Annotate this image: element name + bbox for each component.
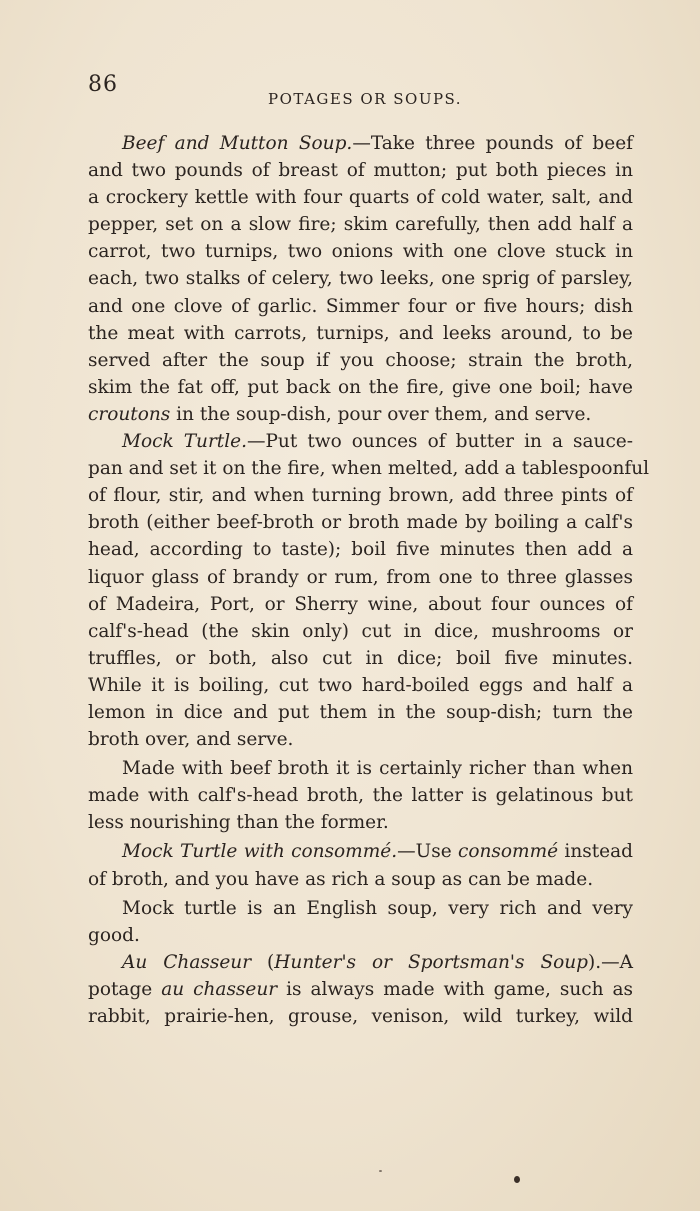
text-line [88,895,633,922]
text-segment: pan and set it on the fire, when melted, add a tablespoonful [88,458,650,480]
text-segment: is always made with game, such as [277,978,634,1000]
text-segment: While it is boiling, cut two hard-boiled eggs and half a [88,674,633,696]
text-segment: of flour, stir, and when turning brown, add three pints of [88,485,633,507]
text-line [88,672,633,699]
text-line [88,1003,633,1030]
text-segment: a crockery kettle with four quarts of cold water, salt, and [88,187,633,209]
text-line [88,838,633,865]
text-segment: —Take three pounds of beef [352,133,634,154]
text-line [88,949,633,976]
ink-speck [514,1176,520,1183]
ink-speck [379,1170,382,1172]
italic-text: au chasseur [161,978,278,1000]
text-segment: broth over, and serve. [88,729,294,751]
text-line [88,184,633,211]
text-segment: —A [601,951,634,973]
italic-text: croutons [88,403,171,425]
text-segment: good. [88,924,140,946]
italic-text: Au Chasseur [122,951,252,973]
text-line [88,265,633,292]
running-head: POTAGES OR SOUPS. [268,90,463,108]
text-segment: head, according to taste); boil five minutes then add a [88,539,633,561]
text-line [88,922,633,949]
text-line [88,564,633,591]
text-segment: Made with beef broth it is certainly richer than when [122,758,633,780]
text-segment: of Madeira, Port, or Sherry wine, about four ounces of [88,593,633,615]
text-segment: liquor glass of brandy or rum, from one to three glasses [88,566,633,588]
text-line [88,755,633,782]
italic-text: Hunter's or Sportsman's Soup [274,951,589,973]
text-line [88,293,633,320]
text-segment: —Put two ounces of butter in a sauce- [246,431,634,453]
text-segment: served after the soup if you choose; strain the broth, [88,349,633,371]
text-segment: instead [558,841,633,863]
text-line [88,645,633,672]
text-line [88,726,633,753]
text-line [88,374,633,401]
text-segment: ( [251,951,275,973]
italic-text: consommé [457,841,559,863]
text-line [88,509,633,536]
text-line [88,976,633,1003]
text-segment: calf's-head (the skin only) cut in dice, mushrooms or [88,620,633,642]
text-segment: the meat with carrots, turnips, and leeks around, to be [88,322,633,344]
text-segment: pepper, set on a slow fire; skim carefully, then add half a [88,214,633,236]
text-segment: ). [588,951,602,973]
text-segment: carrot, two turnips, two onions with one clove stuck in [88,241,633,263]
text-segment: and one clove of garlic. Simmer four or five hours; dish [88,295,633,317]
text-segment: potage [88,978,162,1000]
text-line [88,347,633,374]
text-line [88,699,633,726]
text-line [88,428,633,455]
body-text [88,130,650,1030]
text-line [88,782,633,809]
text-segment: of broth, and you have as rich a soup as can be made. [88,868,594,890]
text-segment: truffles, or both, also cut in dice; boil five minutes. [88,647,633,669]
text-segment: each, two stalks of celery, two leeks, one sprig of parsley, [88,268,633,290]
text-line [88,157,633,184]
text-line [88,591,633,618]
text-line [88,536,633,563]
text-line [88,866,633,893]
text-line [88,238,633,265]
text-segment: skim the fat off, put back on the fire, give one boil; have [88,376,633,398]
text-segment: lemon in dice and put them in the soup-dish; turn the [88,701,633,723]
text-segment: less nourishing than the former. [88,812,389,834]
italic-text: Mock Turtle. [122,431,247,453]
text-segment: —Use [397,841,458,863]
text-line [88,455,650,482]
text-line [88,809,633,836]
text-segment: broth (either beef-broth or broth made by boiling a calf's [88,512,633,534]
text-line [88,320,633,347]
page-number: 86 [88,72,118,97]
text-line [88,401,633,428]
text-segment: and two pounds of breast of mutton; put both pieces in [88,160,633,182]
text-line [88,130,633,157]
italic-text: Mock Turtle with consommé. [122,841,398,863]
text-segment: in the soup-dish, pour over them, and serve. [170,403,592,425]
text-segment: rabbit, prairie-hen, grouse, venison, wild turkey, wild [88,1006,633,1027]
text-segment: made with calf's-head broth, the latter is gelatinous but [88,785,633,807]
text-segment: Mock turtle is an English soup, very rich and very [122,897,633,919]
text-line [88,482,633,509]
italic-text: Beef and Mutton Soup. [122,133,353,154]
text-line [88,211,633,238]
text-line [88,618,633,645]
